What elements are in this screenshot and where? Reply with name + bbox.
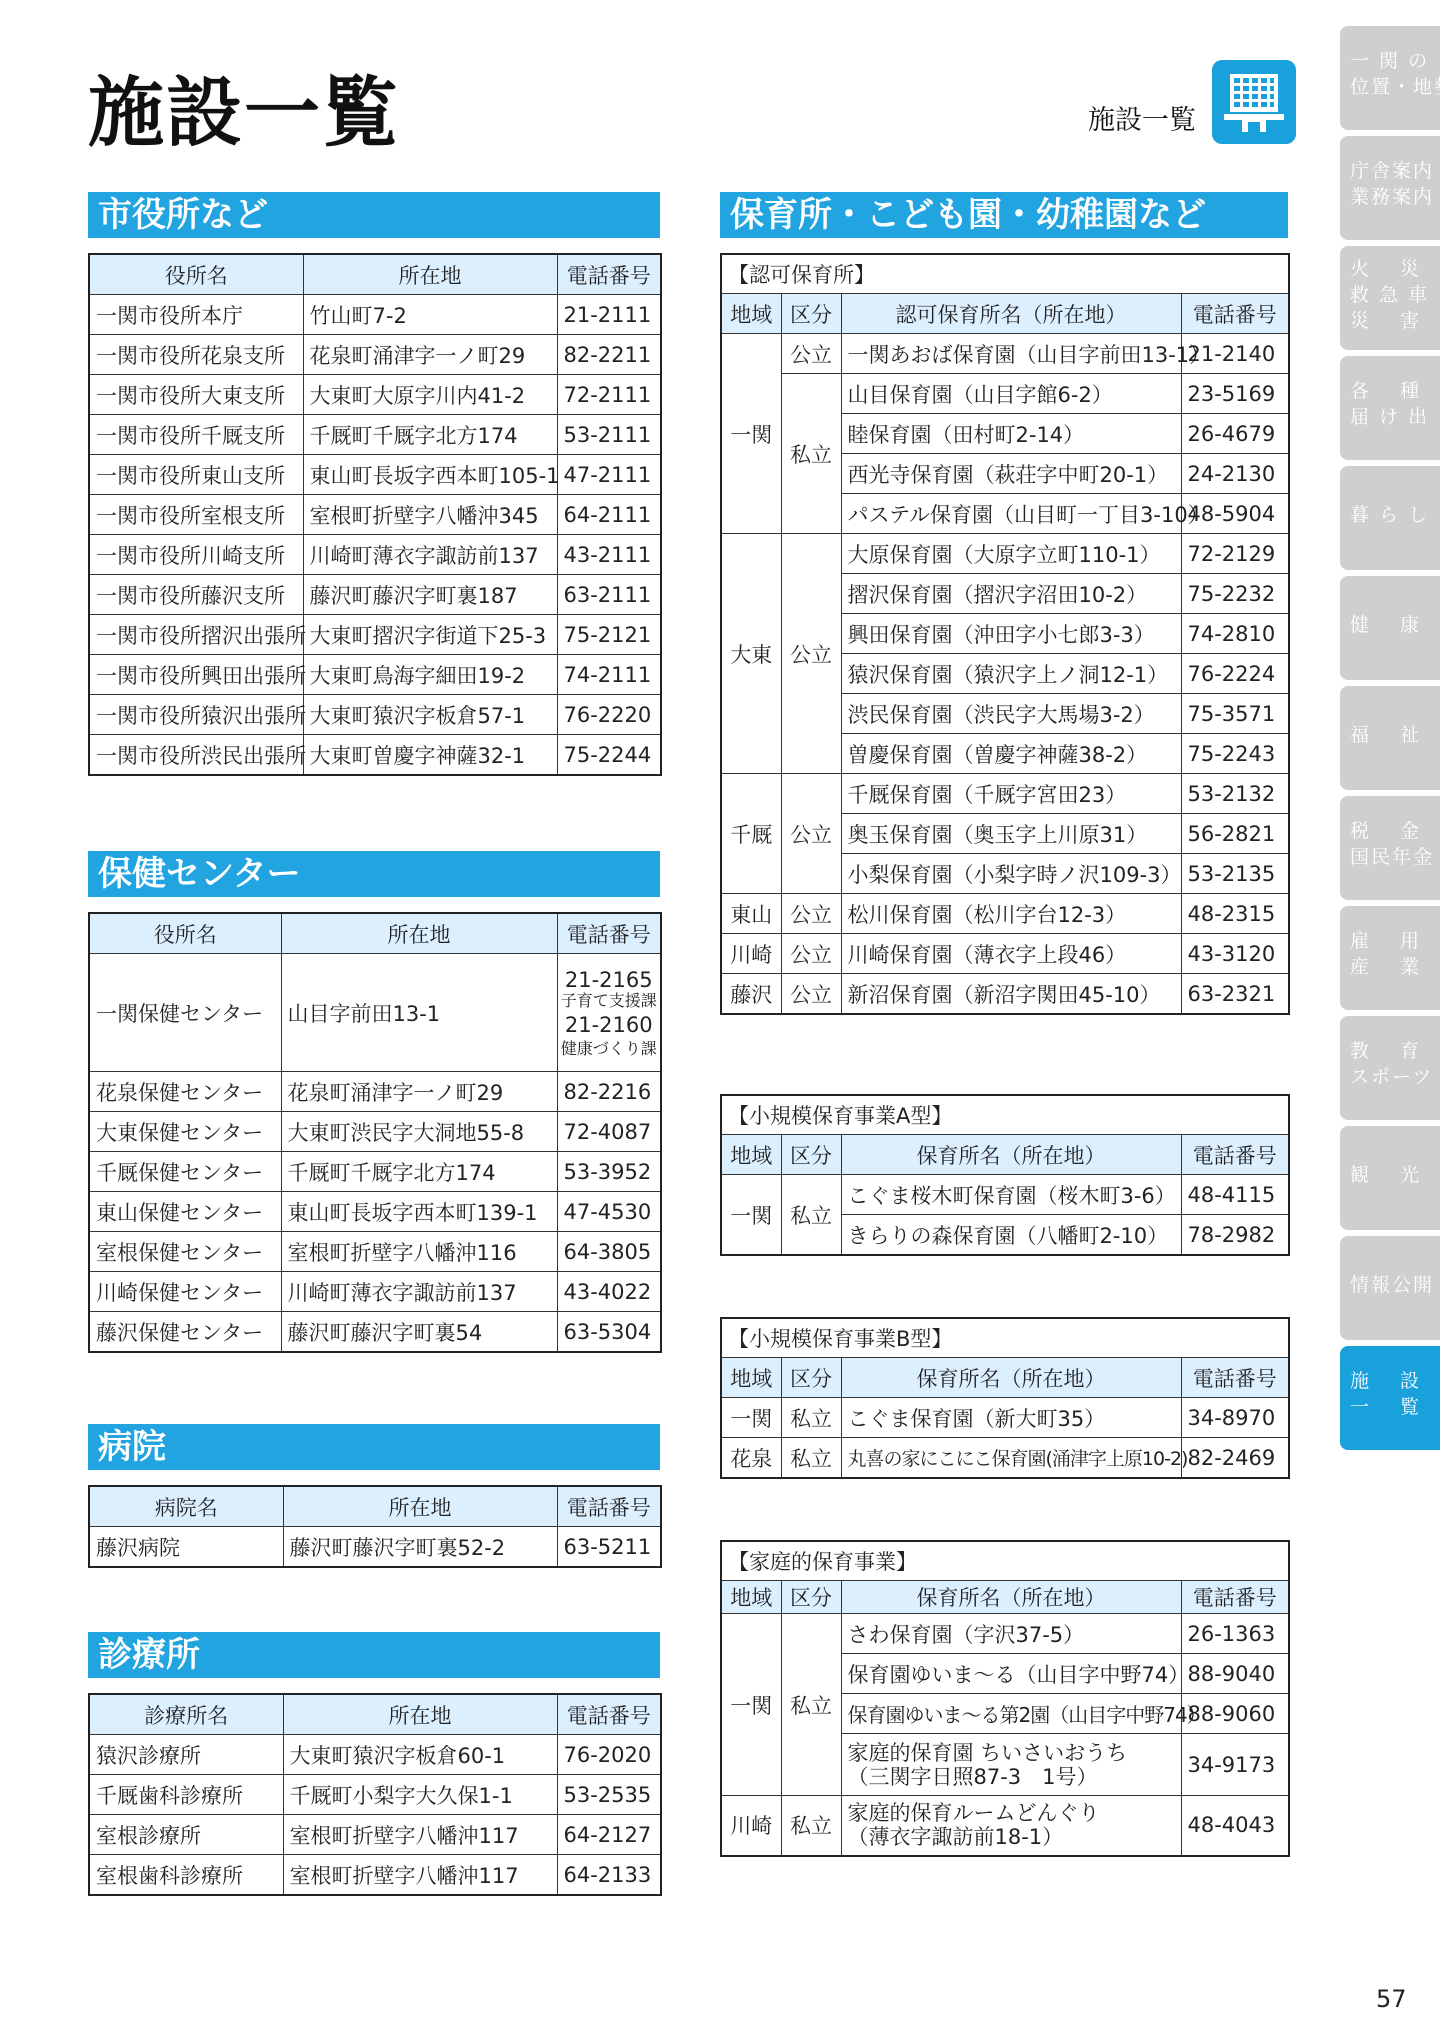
column-header: 電話番号 [557,1694,661,1735]
area-cell: 一関 [721,1398,781,1438]
name-cell: 東山保健センター [89,1192,281,1232]
nursery-name-cell [841,1796,1181,1856]
name-cell: 千厩歯科診療所 [89,1775,283,1815]
address-cell: 大東町猿沢字板倉60-1 [283,1735,557,1775]
phone-cell: 75-2232 [1181,574,1289,614]
column-header: 診療所名 [89,1694,283,1735]
name-cell: 藤沢病院 [89,1527,283,1568]
family-daycare-table [720,1540,1290,1857]
phone-cell: 75-2243 [1181,734,1289,774]
table-header-row [721,1135,1289,1175]
page-number: 57 [1376,1985,1407,2013]
table-row [89,695,661,735]
column-header: 区分 [781,1358,841,1398]
address-cell: 室根町折壁字八幡沖117 [283,1855,557,1896]
phone-cell: 72-2111 [557,375,661,415]
area-cell: 一関 [721,1614,781,1796]
area-cell: 川崎 [721,934,781,974]
column-header: 保育所名（所在地） [841,1358,1181,1398]
column-header: 地域 [721,1581,781,1614]
nursery-name-cell: 保育園ゆいま〜る第2園（山目字中野74） [841,1694,1181,1734]
nursery-name-cell: さわ保育園（字沢37-5） [841,1614,1181,1654]
table-row [89,615,661,655]
table-caption: 【小規模保育事業A型】 [721,1095,1289,1135]
phone-cell: 76-2220 [557,695,661,735]
name-cell: 一関市役所猿沢出張所 [89,695,303,735]
small-scale-b-table [720,1317,1290,1479]
side-tab-health[interactable]: 健 康 [1340,576,1440,680]
phone-cell: 43-3120 [1181,934,1289,974]
nursery-name-cell: 川崎保育園（薄衣字上段46） [841,934,1181,974]
table-row [89,1272,661,1312]
table-row [721,1614,1289,1654]
address-cell: 大東町猿沢字板倉57-1 [303,695,557,735]
type-cell: 私立 [781,1175,841,1256]
address-cell: 千厩町千厩字北方174 [281,1152,557,1192]
side-tab-living[interactable]: 暮 ら し [1340,466,1440,570]
nursery-name: 家庭的保育園 ちいさいおうち [847,1740,1128,1765]
phone-cell: 43-2111 [557,535,661,575]
side-tab-emergency[interactable]: 火 災 救 急 車 災 害 [1340,246,1440,350]
table-row [89,1232,661,1272]
column-header: 地域 [721,1135,781,1175]
name-cell: 一関保健センター [89,954,281,1072]
name-cell: 一関市役所室根支所 [89,495,303,535]
table-row [89,1527,661,1568]
nursery-name-cell: 渋民保育園（渋民字大馬場3-2） [841,694,1181,734]
nursery-name-cell: 猿沢保育園（猿沢字上ノ洞12-1） [841,654,1181,694]
name-cell: 室根歯科診療所 [89,1855,283,1896]
phone-cell: 63-2111 [557,575,661,615]
table-row [89,1312,661,1353]
address-cell: 室根町折壁字八幡沖117 [283,1815,557,1855]
table-row [89,1192,661,1232]
phone-cell: 47-2111 [557,455,661,495]
nursery-name-cell: 摺沢保育園（摺沢字沼田10-2） [841,574,1181,614]
side-tab-welfare[interactable]: 福 祉 [1340,686,1440,790]
phone-cell: 72-4087 [557,1112,661,1152]
name-cell: 一関市役所東山支所 [89,455,303,495]
nursery-name-cell: 松川保育園（松川字台12-3） [841,894,1181,934]
address-cell: 川崎町薄衣字諏訪前137 [281,1272,557,1312]
type-cell: 私立 [781,374,841,534]
phone-cell: 64-2133 [557,1855,661,1896]
phone-cell: 34-9173 [1181,1734,1289,1796]
nursery-name-cell: 新沼保育園（新沼字関田45-10） [841,974,1181,1015]
column-header: 所在地 [303,254,557,295]
phone-cell: 48-4115 [1181,1175,1289,1215]
nursery-name-cell: 保育園ゆいま〜る（山目字中野74） [841,1654,1181,1694]
name-cell: 一関市役所渋民出張所 [89,735,303,776]
phone-cell: 75-3571 [1181,694,1289,734]
name-cell: 大東保健センター [89,1112,281,1152]
side-tab-tourism[interactable]: 観 光 [1340,1126,1440,1230]
section-heading-health-center: 保健センター [88,851,660,897]
table-caption: 【認可保育所】 [721,254,1289,294]
name-cell: 室根保健センター [89,1232,281,1272]
department-note: 健康づくり課 [560,1038,657,1058]
phone-cell: 76-2224 [1181,654,1289,694]
nursery-name-cell: こぐま保育園（新大町35） [841,1398,1181,1438]
type-cell: 公立 [781,934,841,974]
phone-cell: 26-4679 [1181,414,1289,454]
column-header: 所在地 [283,1486,557,1527]
nursery-name-cell: こぐま桜木町保育園（桜木町3-6） [841,1175,1181,1215]
name-cell: 千厩保健センター [89,1152,281,1192]
name-cell: 花泉保健センター [89,1072,281,1112]
name-cell: 一関市役所川崎支所 [89,535,303,575]
phone-cell: 47-4530 [557,1192,661,1232]
phone-cell: 21-2140 [1181,334,1289,374]
table-header-row [89,1486,661,1527]
area-cell: 大東 [721,534,781,774]
phone-cell: 48-5904 [1181,494,1289,534]
phone-cell: 64-3805 [557,1232,661,1272]
side-tab-education[interactable]: 教 育 スポーツ [1340,1016,1440,1120]
type-cell: 私立 [781,1398,841,1438]
column-header: 保育所名（所在地） [841,1581,1181,1614]
phone-cell: 88-9040 [1181,1654,1289,1694]
table-header-row [89,913,661,954]
phone-number: 21-2160 [564,1012,653,1037]
name-cell: 室根診療所 [89,1815,283,1855]
table-row [89,295,661,335]
phone-cell: 88-9060 [1181,1694,1289,1734]
table-header-row [721,1358,1289,1398]
table-row [721,894,1289,934]
column-header: 所在地 [281,913,557,954]
side-tab-notifications[interactable]: 各 種 届 け 出 [1340,356,1440,460]
table-row [89,415,661,455]
phone-cell: 21-2111 [557,295,661,335]
column-header: 電話番号 [1181,1581,1289,1614]
building-icon [1212,60,1296,144]
column-header: 地域 [721,294,781,334]
phone-cell: 72-2129 [1181,534,1289,574]
name-cell: 川崎保健センター [89,1272,281,1312]
area-cell: 東山 [721,894,781,934]
table-row [89,375,661,415]
phone-cell: 23-5169 [1181,374,1289,414]
table-row [721,1438,1289,1479]
phone-cell: 53-2535 [557,1775,661,1815]
phone-cell: 82-2469 [1181,1438,1289,1479]
nursery-address: （三関字日照87-3 1号） [847,1764,1098,1789]
nursery-name-cell: 大原保育園（大原字立町110-1） [841,534,1181,574]
city-office-table [88,253,662,776]
address-cell: 大東町鳥海字細田19-2 [303,655,557,695]
type-cell: 公立 [781,334,841,374]
address-cell: 千厩町千厩字北方174 [303,415,557,455]
address-cell: 花泉町涌津字一ノ町29 [303,335,557,375]
table-header-row [721,294,1289,334]
nursery-name-cell: 一関あおば保育園（山目字前田13-1） [841,334,1181,374]
type-cell: 公立 [781,974,841,1015]
column-header: 病院名 [89,1486,283,1527]
nursery-name: 家庭的保育ルームどんぐり [847,1801,1100,1826]
hospital-table [88,1485,662,1568]
type-cell: 公立 [781,894,841,934]
table-row [89,655,661,695]
phone-cell: 53-2111 [557,415,661,455]
phone-cell: 75-2244 [557,735,661,776]
table-row [721,374,1289,414]
phone-cell: 78-2982 [1181,1215,1289,1256]
column-header: 電話番号 [557,1486,661,1527]
type-cell: 公立 [781,774,841,894]
address-cell: 大東町曽慶字神薩32-1 [303,735,557,776]
address-cell: 山目字前田13-1 [281,954,557,1072]
phone-cell: 53-3952 [557,1152,661,1192]
table-row [89,495,661,535]
column-header: 役所名 [89,254,303,295]
nursery-name-cell: 山目保育園（山目字館6-2） [841,374,1181,414]
column-header: 電話番号 [557,913,661,954]
name-cell: 一関市役所大東支所 [89,375,303,415]
nursery-name-cell: 丸喜の家にこにこ保育園(涌津字上原10-2) [841,1438,1181,1479]
phone-cell: 63-2321 [1181,974,1289,1015]
side-tab-tax[interactable]: 税 金 国民年金 [1340,796,1440,900]
nursery-address: （薄衣字諏訪前18-1） [847,1825,1064,1850]
name-cell: 一関市役所千厩支所 [89,415,303,455]
phone-cell: 43-4022 [557,1272,661,1312]
name-cell: 一関市役所藤沢支所 [89,575,303,615]
nursery-name-cell: 興田保育園（沖田字小七郎3-3） [841,614,1181,654]
area-cell: 一関 [721,1175,781,1256]
phone-number: 21-2165 [564,967,653,992]
column-header: 区分 [781,1581,841,1614]
name-cell: 一関市役所摺沢出張所 [89,615,303,655]
column-header: 認可保育所名（所在地） [841,294,1181,334]
address-cell: 大東町摺沢字街道下25-3 [303,615,557,655]
table-header-row [89,254,661,295]
section-heading-clinic: 診療所 [88,1632,660,1678]
address-cell: 東山町長坂字西本町105-1 [303,455,557,495]
table-row [721,534,1289,574]
phone-cell: 82-2211 [557,335,661,375]
table-header-row [721,1581,1289,1614]
phone-cell: 64-2127 [557,1815,661,1855]
area-cell: 藤沢 [721,974,781,1015]
table-row [721,1398,1289,1438]
table-row [721,774,1289,814]
table-row [89,535,661,575]
phone-cell [557,954,661,1072]
phone-cell: 34-8970 [1181,1398,1289,1438]
department-note: 子育て支援課 [560,990,657,1010]
name-cell: 猿沢診療所 [89,1735,283,1775]
nursery-name-cell: 睦保育園（田村町2-14） [841,414,1181,454]
table-header-row [89,1694,661,1735]
section-heading-city-office: 市役所など [88,192,660,238]
area-cell: 花泉 [721,1438,781,1479]
phone-cell: 24-2130 [1181,454,1289,494]
page-title: 施設一覧 [88,68,400,157]
header-label: 施設一覧 [1088,105,1196,136]
address-cell: 竹山町7-2 [303,295,557,335]
table-caption: 【小規模保育事業B型】 [721,1318,1289,1358]
table-row [89,1072,661,1112]
address-cell: 室根町折壁字八幡沖345 [303,495,557,535]
table-row [721,1175,1289,1215]
section-heading-nursery: 保育所・こども園・幼稚園など [720,192,1288,238]
table-caption: 【家庭的保育事業】 [721,1541,1289,1581]
table-row [89,1855,661,1896]
nursery-name-cell: きらりの森保育園（八幡町2-10） [841,1215,1181,1256]
table-row [89,1775,661,1815]
clinic-table [88,1693,662,1896]
nursery-name-cell [841,1734,1181,1796]
column-header: 電話番号 [1181,294,1289,334]
nursery-name-cell: 奥玉保育園（奥玉字上川原31） [841,814,1181,854]
nursery-name-cell: 千厩保育園（千厩字宮田23） [841,774,1181,814]
type-cell: 公立 [781,534,841,774]
table-row [89,335,661,375]
nursery-name-cell: 西光寺保育園（萩荘字中町20-1） [841,454,1181,494]
column-header: 区分 [781,1135,841,1175]
nursery-name-cell: パステル保育園（山目町一丁目3-10） [841,494,1181,534]
table-row [89,455,661,495]
address-cell: 川崎町薄衣字諏訪前137 [303,535,557,575]
area-cell: 川崎 [721,1796,781,1856]
name-cell: 一関市役所興田出張所 [89,655,303,695]
address-cell: 大東町大原字川内41-2 [303,375,557,415]
side-tab-offices[interactable]: 庁舎案内 業務案内 [1340,136,1440,240]
phone-cell: 82-2216 [557,1072,661,1112]
table-row [89,575,661,615]
column-header: 電話番号 [1181,1135,1289,1175]
address-cell: 室根町折壁字八幡沖116 [281,1232,557,1272]
table-row [89,1152,661,1192]
phone-cell: 76-2020 [557,1735,661,1775]
column-header: 電話番号 [1181,1358,1289,1398]
phone-cell: 48-4043 [1181,1796,1289,1856]
phone-cell: 53-2132 [1181,774,1289,814]
phone-cell: 56-2821 [1181,814,1289,854]
address-cell: 花泉町涌津字一ノ町29 [281,1072,557,1112]
table-row [89,735,661,776]
type-cell: 私立 [781,1614,841,1796]
side-tab-information[interactable]: 情報公開 [1340,1236,1440,1340]
phone-cell: 63-5211 [557,1527,661,1568]
small-scale-a-table [720,1094,1290,1256]
nursery-name-cell: 曽慶保育園（曽慶字神薩38-2） [841,734,1181,774]
phone-cell: 63-5304 [557,1312,661,1353]
name-cell: 一関市役所花泉支所 [89,335,303,375]
phone-cell: 48-2315 [1181,894,1289,934]
table-row [721,1796,1289,1856]
address-cell: 藤沢町藤沢字町裏187 [303,575,557,615]
column-header: 保育所名（所在地） [841,1135,1181,1175]
phone-cell: 74-2810 [1181,614,1289,654]
side-tab-facilities[interactable]: 施 設 一 覧 [1340,1346,1440,1450]
phone-cell: 26-1363 [1181,1614,1289,1654]
phone-cell: 74-2111 [557,655,661,695]
table-row [89,1735,661,1775]
table-row [89,954,661,1072]
table-row [721,934,1289,974]
address-cell: 藤沢町藤沢字町裏52-2 [283,1527,557,1568]
column-header: 電話番号 [557,254,661,295]
address-cell: 大東町渋民字大洞地55-8 [281,1112,557,1152]
column-header: 区分 [781,294,841,334]
table-row [89,1815,661,1855]
section-heading-hospital: 病院 [88,1424,660,1470]
address-cell: 藤沢町藤沢字町裏54 [281,1312,557,1353]
phone-cell: 53-2135 [1181,854,1289,894]
column-header: 地域 [721,1358,781,1398]
nursery-name-cell: 小梨保育園（小梨字時ノ沢109-3） [841,854,1181,894]
type-cell: 私立 [781,1438,841,1479]
table-row [89,1112,661,1152]
side-tab-employment[interactable]: 雇 用 産 業 [1340,906,1440,1010]
address-cell: 東山町長坂字西本町139-1 [281,1192,557,1232]
address-cell: 千厩町小梨字大久保1-1 [283,1775,557,1815]
column-header: 役所名 [89,913,281,954]
health-center-table [88,912,662,1353]
name-cell: 一関市役所本庁 [89,295,303,335]
column-header: 所在地 [283,1694,557,1735]
licensed-nursery-table [720,253,1290,1015]
side-tab-location[interactable]: 一 関 の 位置・地勢 [1340,26,1440,130]
phone-cell: 75-2121 [557,615,661,655]
phone-cell: 64-2111 [557,495,661,535]
area-cell: 千厩 [721,774,781,894]
area-cell: 一関 [721,334,781,534]
type-cell: 私立 [781,1796,841,1856]
table-row [721,974,1289,1015]
table-row [721,334,1289,374]
name-cell: 藤沢保健センター [89,1312,281,1353]
